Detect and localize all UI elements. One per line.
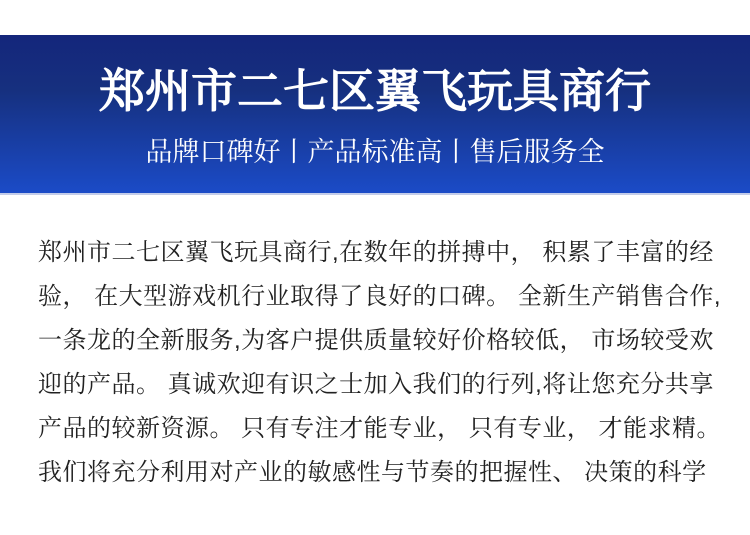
intro-text-line: 一条龙的全新服务,为客户提供质量较好价格较低， 市场较受欢 xyxy=(38,327,714,354)
intro-text-line: 我们将充分利用对产业的敏感性与节奏的把握性、 决策的科学 xyxy=(38,459,707,486)
intro-text-line: 迎的产品。 真诚欢迎有识之士加入我们的行列,将让您充分共享 xyxy=(38,371,714,398)
intro-text-line: 验， 在大型游戏机行业取得了良好的口碑。 全新生产销售合作, xyxy=(38,283,722,310)
page xyxy=(0,35,750,535)
brand-tagline: 品牌口碑好丨产品标准高丨售后服务全 xyxy=(145,137,605,167)
company-title: 郑州市二七区翼飞玩具商行 xyxy=(99,65,651,117)
hero-banner xyxy=(0,35,750,195)
intro-text-line: 产品的较新资源。 只有专注才能专业， 只有专业， 才能求精。 xyxy=(38,415,722,442)
intro-text-line: 郑州市二七区翼飞玩具商行,在数年的拼搏中， 积累了丰富的经 xyxy=(38,239,714,266)
company-intro-section xyxy=(0,195,750,495)
